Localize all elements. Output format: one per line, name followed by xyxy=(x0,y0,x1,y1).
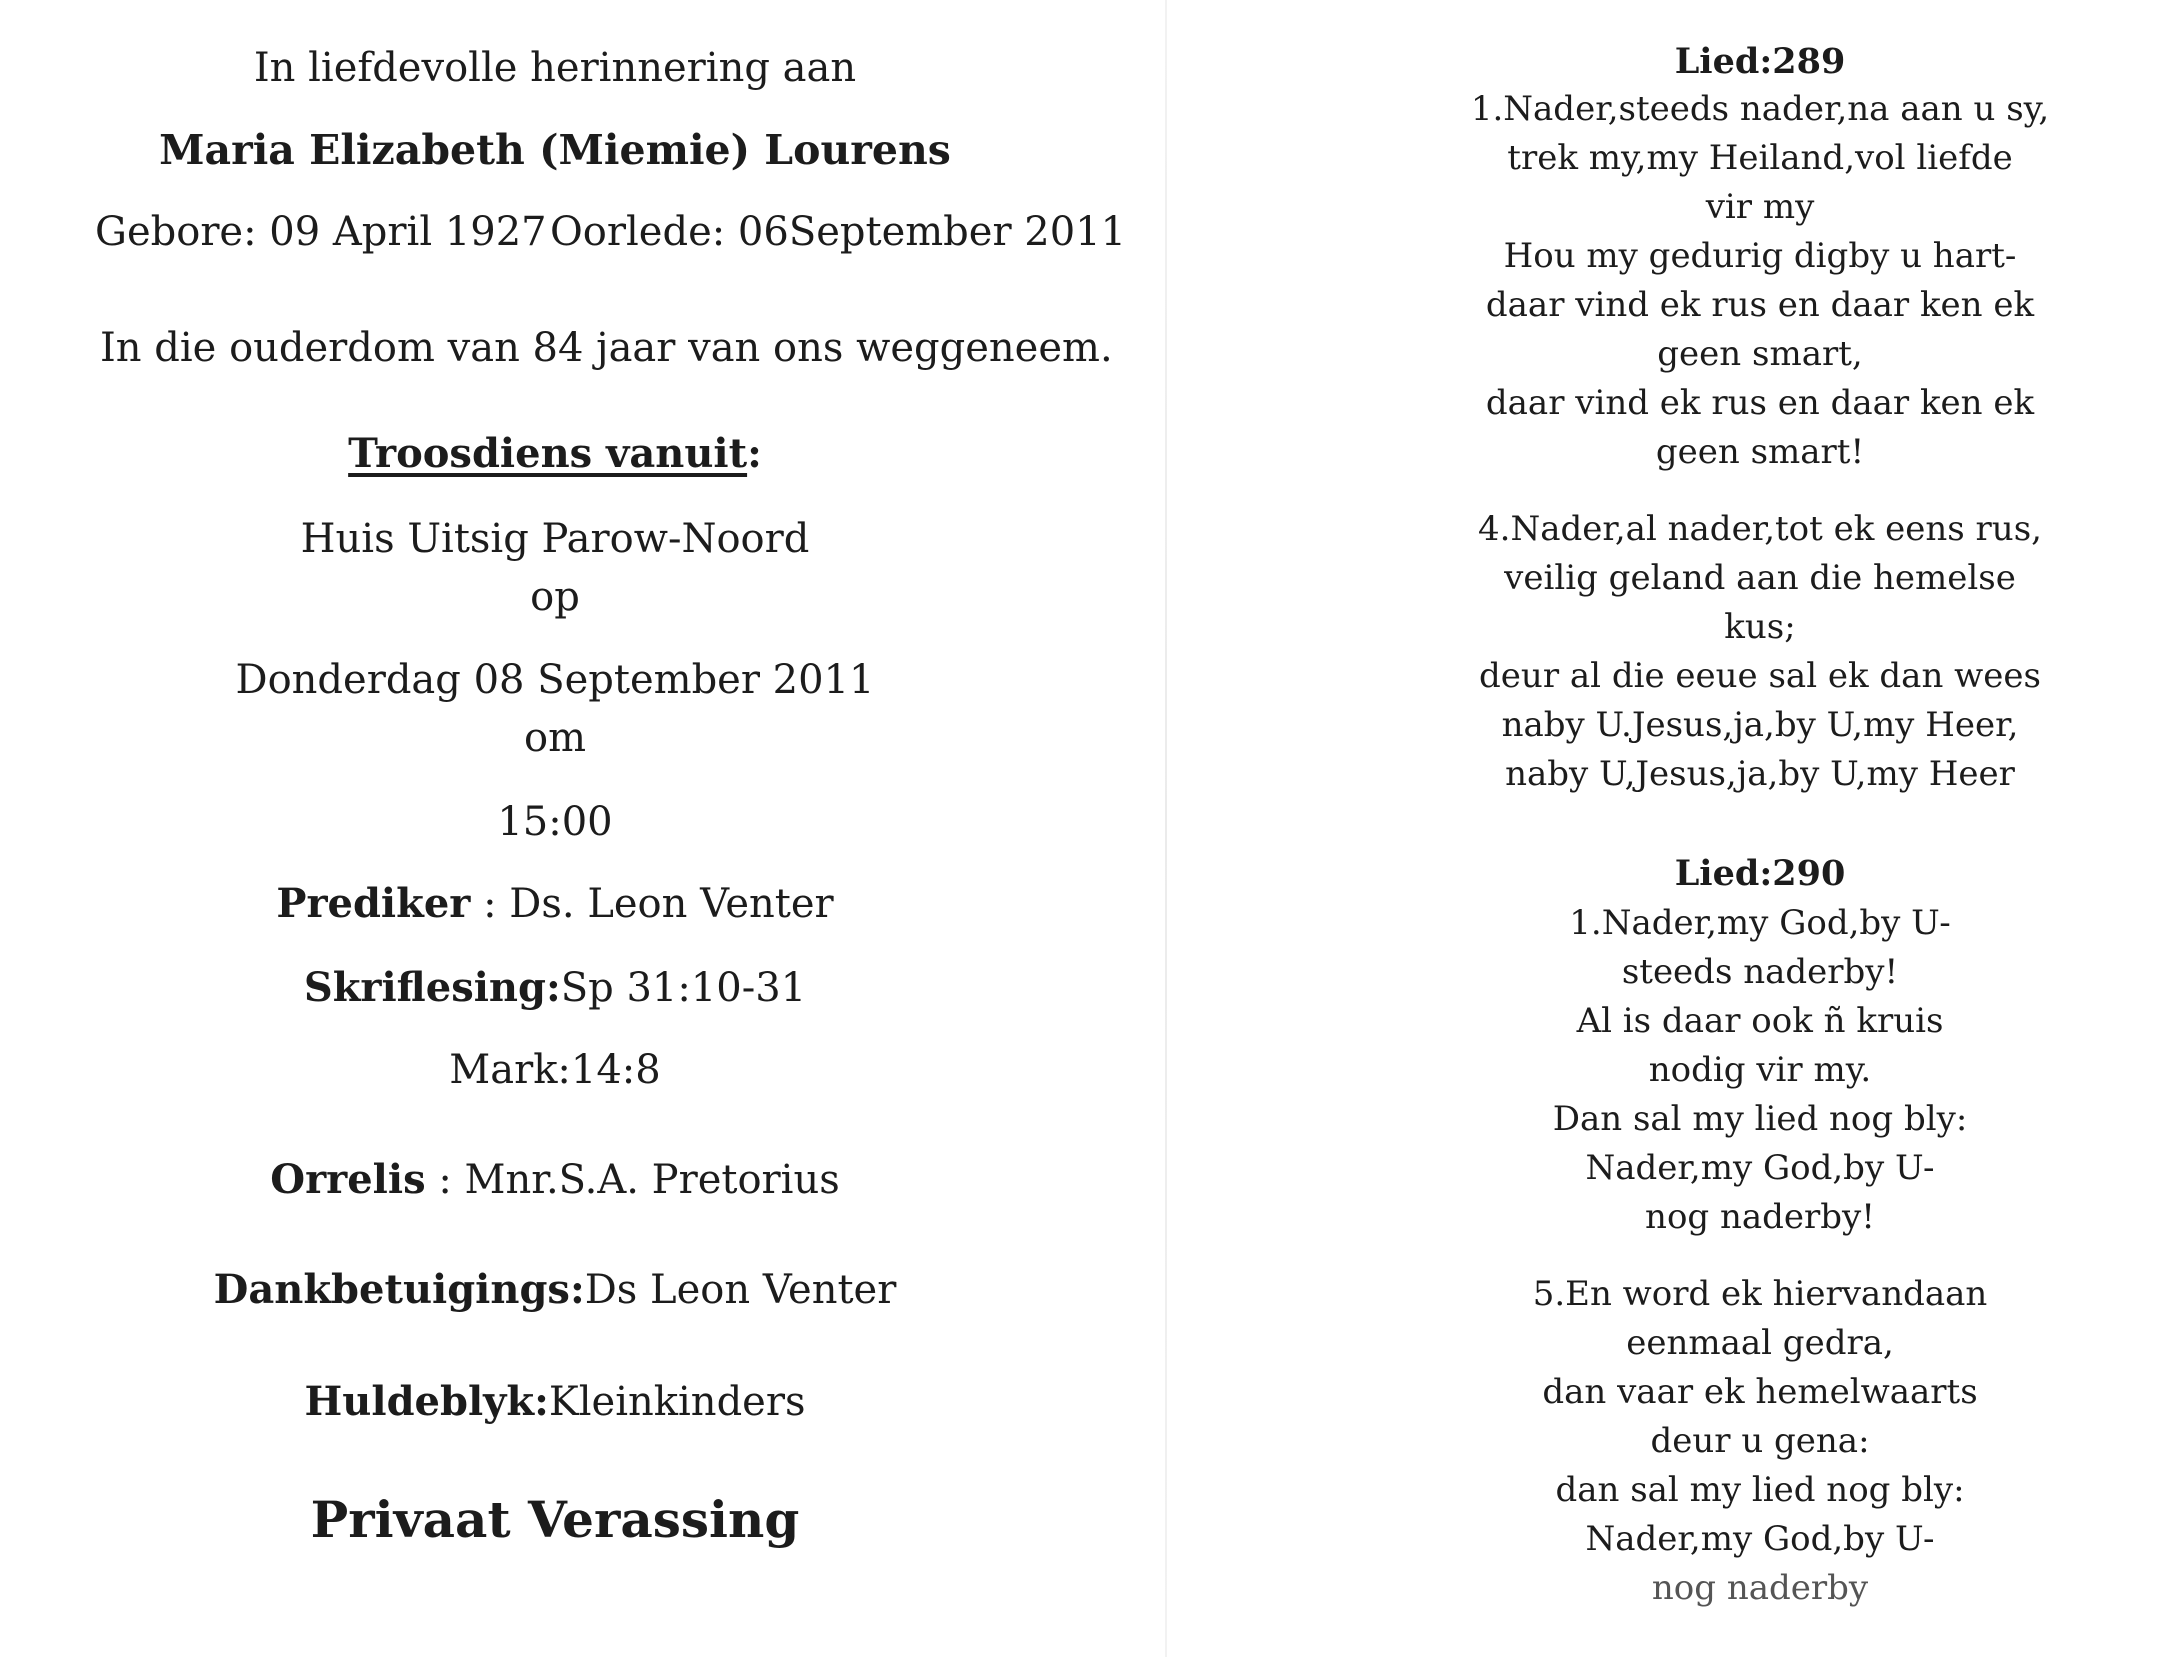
service-time: 15:00 xyxy=(497,799,613,845)
tribute-value: Kleinkinders xyxy=(548,1379,806,1425)
hymn-290-verse-5-line: 5.En word ek hiervandaan xyxy=(1532,1274,1988,1314)
hymn-290-verse-5-line: dan vaar ek hemelwaarts xyxy=(1542,1372,1978,1412)
hymn-289-verse-1-line: daar vind ek rus en daar ken ek xyxy=(1485,383,2035,423)
closing-line: Privaat Verassing xyxy=(310,1490,800,1549)
reading-line-2: Mark:14:8 xyxy=(449,1047,661,1093)
reading-line xyxy=(0,964,1110,1011)
hymn-290-title: Lied:290 xyxy=(1674,853,1846,894)
hymn-289-verse-1-line: geen smart! xyxy=(1655,432,1865,472)
organist-value: : Mnr.S.A. Pretorius xyxy=(438,1157,840,1203)
fold-line xyxy=(1165,0,1167,1657)
hymn-289-title: Lied:289 xyxy=(1674,41,1846,82)
hymn-289-verse-1-line: vir my xyxy=(1705,187,1815,227)
hymn-290-verse-5-line: nog naderby xyxy=(1651,1568,1869,1608)
service-date: Donderdag 08 September 2011 xyxy=(235,657,875,703)
hymn-289-verse-1-line: 1.Nader,steeds nader,na aan u sy, xyxy=(1470,89,2050,129)
hymn-289-verse-1-line: Hou my gedurig digby u hart- xyxy=(1503,236,2017,276)
preacher-label: Prediker xyxy=(276,880,471,927)
thanks-label: Dankbetuigings: xyxy=(213,1266,585,1313)
hymn-290-verse-1-line: nog naderby! xyxy=(1645,1197,1875,1237)
hymn-289-verse-4-line: veilig geland aan die hemelse xyxy=(1504,558,2016,598)
organist-label: Orrelis xyxy=(270,1156,426,1203)
organist-line xyxy=(0,1156,1110,1203)
hymn-290-verse-1-line: Dan sal my lied nog bly: xyxy=(1552,1099,1968,1139)
thanks-line xyxy=(0,1266,1110,1313)
tribute-line xyxy=(0,1378,1110,1425)
service-heading-colon: : xyxy=(747,430,762,477)
hymn-290-verse-5-line: Nader,my God,by U- xyxy=(1585,1519,1935,1559)
hymn-290-verse-1-line: steeds naderby! xyxy=(1621,952,1899,992)
hymn-289-verse-4-line: kus; xyxy=(1724,607,1796,647)
hymn-289-verse-4-line: 4.Nader,al nader,tot ek eens rus, xyxy=(1478,509,2042,549)
intro-line: In liefdevolle herinnering aan xyxy=(253,45,857,91)
age-line: In die ouderdom van 84 jaar van ons weggeneem. xyxy=(100,325,1113,371)
hymn-289-verse-1-line: daar vind ek rus en daar ken ek xyxy=(1485,285,2035,325)
hymn-290-verse-1-line: Al is daar ook ñ kruis xyxy=(1576,1001,1944,1041)
hymn-289-verse-4-line: naby U.Jesus,ja,by U,my Heer, xyxy=(1501,705,2019,745)
service-heading xyxy=(0,430,1110,477)
birth-date: Gebore: 09 April 1927 xyxy=(95,209,547,255)
hymn-289-verse-1-line: geen smart, xyxy=(1657,334,1863,374)
service-venue: Huis Uitsig Parow-Noord xyxy=(300,516,810,562)
tribute-label: Huldeblyk: xyxy=(304,1378,549,1425)
reading-value: Sp 31:10-31 xyxy=(560,965,807,1011)
preacher-value: : Ds. Leon Venter xyxy=(483,881,834,927)
reading-label: Skriflesing: xyxy=(303,964,561,1011)
hymn-289-verse-4-line: naby U,Jesus,ja,by U,my Heer xyxy=(1505,754,2015,794)
deceased-name: Maria Elizabeth (Miemie) Lourens xyxy=(159,126,951,174)
hymn-290-verse-5-line: eenmaal gedra, xyxy=(1626,1323,1894,1363)
service-op: op xyxy=(530,574,580,620)
preacher-line xyxy=(0,880,1110,927)
hymn-290-verse-1-line: 1.Nader,my God,by U- xyxy=(1569,903,1951,943)
hymn-289-verse-1-line: trek my,my Heiland,vol liefde xyxy=(1507,138,2013,178)
service-om: om xyxy=(523,715,586,761)
right-panel xyxy=(1400,0,2120,1657)
thanks-value: Ds Leon Venter xyxy=(584,1267,897,1313)
service-heading-text: Troosdiens vanuit xyxy=(348,430,748,477)
hymn-289-verse-4-line: deur al die eeue sal ek dan wees xyxy=(1479,656,2041,696)
death-date: Oorlede: 06September 2011 xyxy=(550,209,1127,255)
hymn-290-verse-5-line: dan sal my lied nog bly: xyxy=(1555,1470,1965,1510)
hymn-290-verse-5-line: deur u gena: xyxy=(1650,1421,1870,1461)
hymn-290-verse-1-line: nodig vir my. xyxy=(1648,1050,1872,1090)
hymn-290-verse-1-line: Nader,my God,by U- xyxy=(1585,1148,1935,1188)
